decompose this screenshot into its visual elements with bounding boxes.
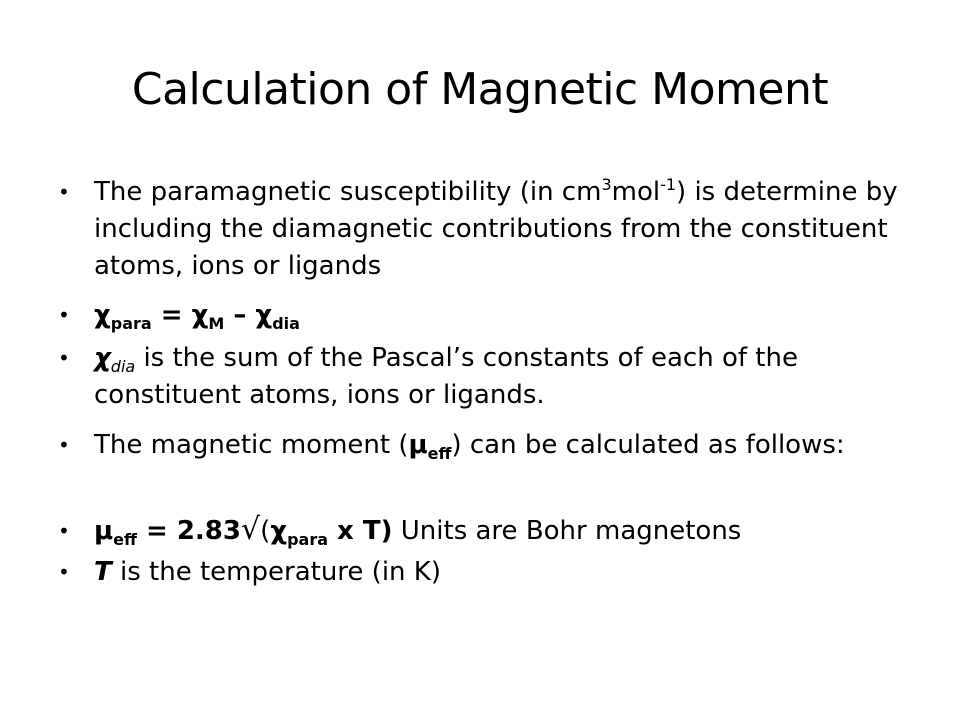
subscript: dia bbox=[272, 314, 300, 333]
bullet-text: mol bbox=[611, 177, 661, 207]
bullet-text: The paramagnetic susceptibility (in cm bbox=[94, 177, 602, 207]
subscript: M bbox=[208, 314, 225, 333]
chi-symbol: χ bbox=[255, 300, 273, 330]
bullet-chi-dia-definition bbox=[58, 340, 918, 414]
subscript: para bbox=[110, 314, 152, 333]
subscript: para bbox=[287, 530, 328, 549]
bullet-marker: • bbox=[58, 519, 70, 543]
bullet-text: is the sum of the Pascal’s constants of each of the constituent atoms, ions or ligands. bbox=[94, 343, 798, 410]
chi-symbol: χ bbox=[191, 300, 209, 330]
bullet-temperature bbox=[58, 554, 918, 591]
subscript: eff bbox=[427, 444, 452, 463]
open-paren: ( bbox=[260, 516, 271, 546]
bullet-marker: • bbox=[58, 180, 70, 204]
bullet-mu-eff-equation bbox=[58, 513, 918, 550]
bullet-list bbox=[58, 174, 918, 591]
superscript: -1 bbox=[660, 175, 677, 194]
slide-title: Calculation of Magnetic Moment bbox=[131, 64, 829, 115]
bullet-marker: • bbox=[58, 560, 70, 584]
bullet-text: ) can be calculated as follows: bbox=[451, 430, 845, 460]
chi-para-equation bbox=[94, 300, 300, 333]
mu-symbol: μ bbox=[94, 516, 114, 546]
square-root-symbol: √ bbox=[241, 512, 261, 547]
mu-symbol: μ bbox=[408, 430, 428, 460]
temperature-variable: T bbox=[94, 557, 112, 587]
minus-sign: – bbox=[224, 300, 256, 330]
bullet-text: Units are Bohr magnetons bbox=[392, 516, 742, 546]
subscript: eff bbox=[113, 530, 137, 549]
equation-coefficient: = 2.83 bbox=[136, 516, 241, 546]
bullet-magnetic-moment bbox=[58, 427, 918, 501]
chi-symbol: χ bbox=[94, 343, 111, 373]
bullet-marker: • bbox=[58, 433, 70, 457]
chi-symbol: χ bbox=[270, 516, 288, 546]
superscript: 3 bbox=[601, 175, 612, 194]
bullet-text: is the temperature (in K) bbox=[111, 557, 441, 587]
bullet-paramagnetic-susceptibility bbox=[58, 174, 918, 285]
chi-symbol: χ bbox=[94, 300, 111, 330]
bullet-text: The magnetic moment ( bbox=[94, 430, 409, 460]
bullet-marker: • bbox=[58, 303, 70, 327]
times-temperature: x T) bbox=[328, 516, 393, 546]
bullet-marker: • bbox=[58, 346, 70, 370]
equals-sign: = bbox=[151, 300, 192, 330]
subscript: dia bbox=[110, 357, 136, 376]
bullet-chi-para-equation bbox=[58, 297, 918, 334]
bullet-text: ) is determine by including the diamagnetic contributions from the constituent atoms, ions or ligands bbox=[94, 177, 898, 281]
